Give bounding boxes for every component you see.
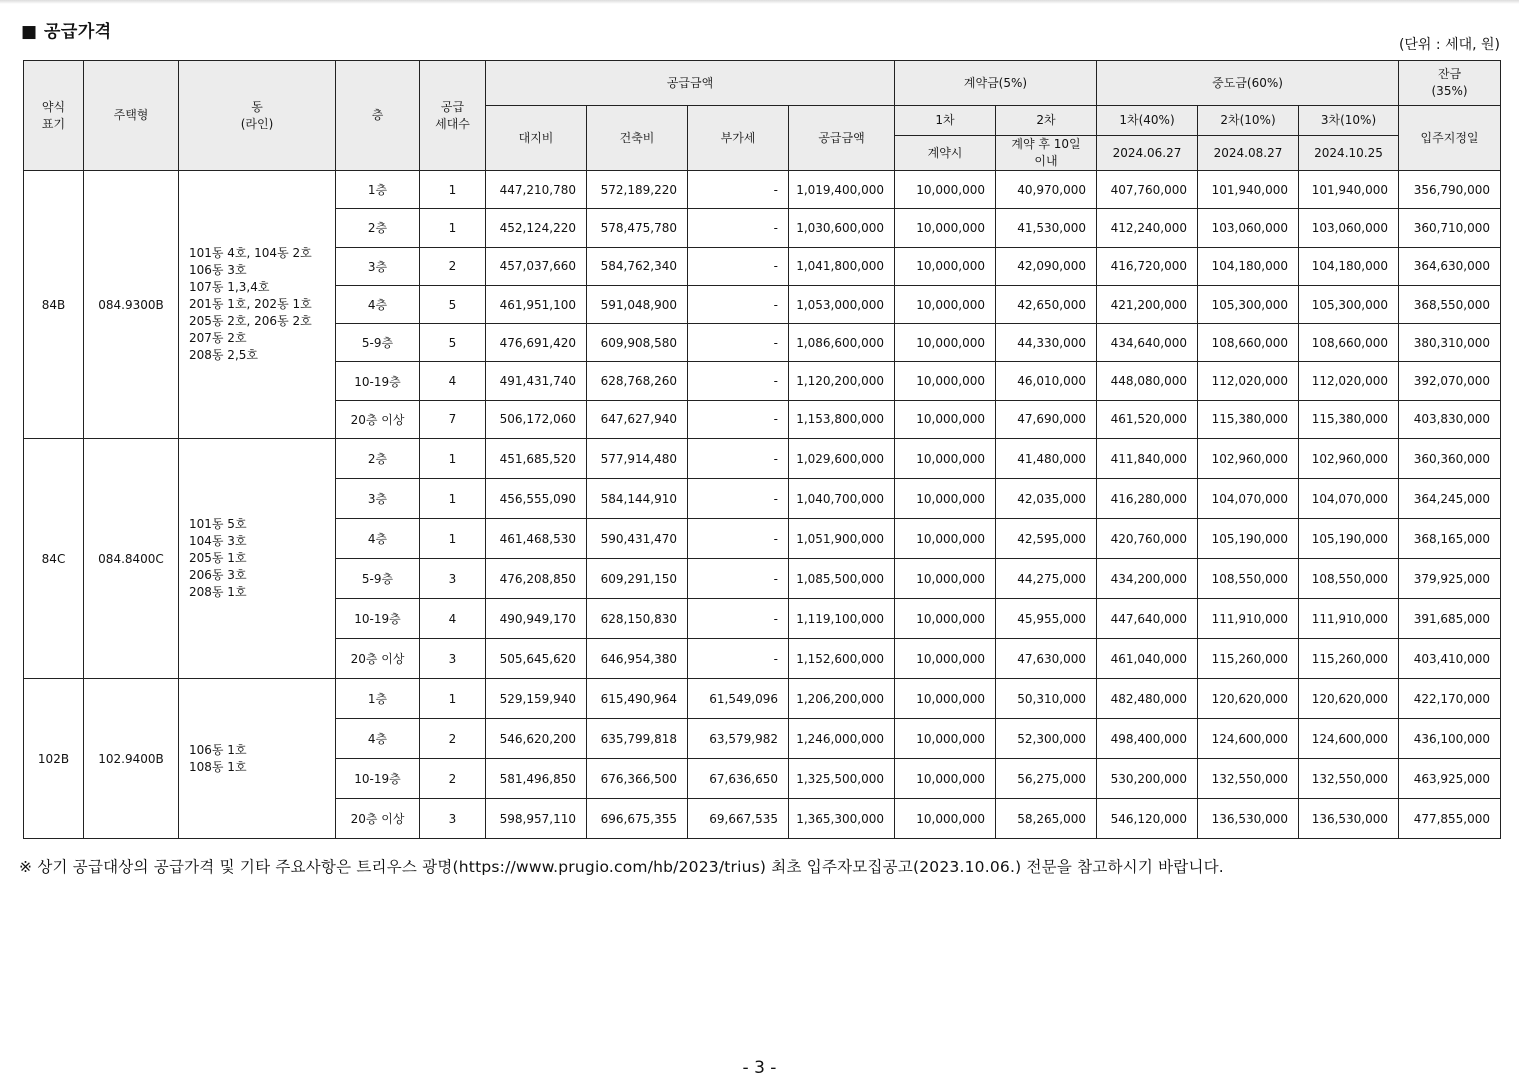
header-type-short: 약식 표기 [24, 61, 84, 171]
floor-cell: 4층 [336, 719, 420, 759]
deposit-2-cell: 47,630,000 [996, 639, 1097, 679]
interim-1-cell: 482,480,000 [1097, 679, 1198, 719]
construction-cell: 572,189,220 [587, 171, 688, 209]
deposit-2-cell: 58,265,000 [996, 799, 1097, 839]
vat-cell: - [688, 362, 789, 400]
housing-type-cell: 102.9400B [84, 679, 179, 839]
header-deposit-2: 2차 [996, 106, 1097, 136]
deposit-1-cell: 10,000,000 [895, 639, 996, 679]
interim-3-cell: 132,550,000 [1299, 759, 1399, 799]
construction-cell: 628,768,260 [587, 362, 688, 400]
land-cell: 461,468,530 [486, 519, 587, 559]
deposit-2-cell: 47,690,000 [996, 400, 1097, 438]
floor-cell: 3층 [336, 479, 420, 519]
header-construction: 건축비 [587, 106, 688, 171]
interim-1-cell: 434,200,000 [1097, 559, 1198, 599]
table-header [24, 61, 1501, 171]
vat-cell: 61,549,096 [688, 679, 789, 719]
interim-2-cell: 115,380,000 [1198, 400, 1299, 438]
interim-3-cell: 112,020,000 [1299, 362, 1399, 400]
building-line: 207동 2호 [189, 331, 247, 346]
land-cell: 505,645,620 [486, 639, 587, 679]
interim-3-cell: 108,660,000 [1299, 324, 1399, 362]
construction-cell: 590,431,470 [587, 519, 688, 559]
building-line: 206동 3호 [189, 568, 247, 583]
balance-cell: 392,070,000 [1399, 362, 1501, 400]
interim-2-cell: 132,550,000 [1198, 759, 1299, 799]
deposit-1-cell: 10,000,000 [895, 209, 996, 247]
header-housing-type: 주택형 [84, 61, 179, 171]
interim-2-cell: 105,300,000 [1198, 285, 1299, 323]
vat-cell: - [688, 247, 789, 285]
floor-cell: 20층 이상 [336, 639, 420, 679]
interim-2-cell: 104,180,000 [1198, 247, 1299, 285]
supply-total-cell: 1,206,200,000 [789, 679, 895, 719]
vat-cell: - [688, 400, 789, 438]
units-cell: 3 [420, 559, 486, 599]
balance-cell: 403,410,000 [1399, 639, 1501, 679]
header-floor: 층 [336, 61, 420, 171]
header-deposit-1: 1차 [895, 106, 996, 136]
interim-3-cell: 104,180,000 [1299, 247, 1399, 285]
land-cell: 529,159,940 [486, 679, 587, 719]
supply-total-cell: 1,153,800,000 [789, 400, 895, 438]
header-balance-when: 입주지정일 [1399, 106, 1501, 171]
supply-total-cell: 1,119,100,000 [789, 599, 895, 639]
floor-cell: 2층 [336, 209, 420, 247]
vat-cell: 67,636,650 [688, 759, 789, 799]
floor-cell: 4층 [336, 285, 420, 323]
units-cell: 2 [420, 759, 486, 799]
land-cell: 447,210,780 [486, 171, 587, 209]
vat-cell: 69,667,535 [688, 799, 789, 839]
deposit-1-cell: 10,000,000 [895, 400, 996, 438]
construction-cell: 615,490,964 [587, 679, 688, 719]
construction-cell: 584,762,340 [587, 247, 688, 285]
interim-2-cell: 104,070,000 [1198, 479, 1299, 519]
deposit-1-cell: 10,000,000 [895, 799, 996, 839]
construction-cell: 647,627,940 [587, 400, 688, 438]
floor-cell: 4층 [336, 519, 420, 559]
supply-total-cell: 1,030,600,000 [789, 209, 895, 247]
units-cell: 5 [420, 285, 486, 323]
vat-cell: - [688, 479, 789, 519]
deposit-1-cell: 10,000,000 [895, 719, 996, 759]
type-short-cell: 84B [24, 171, 84, 439]
interim-1-cell: 412,240,000 [1097, 209, 1198, 247]
header-interim-2: 2차(10%) [1198, 106, 1299, 136]
table-row [24, 439, 1501, 479]
vat-cell: - [688, 285, 789, 323]
interim-3-cell: 104,070,000 [1299, 479, 1399, 519]
floor-cell: 5-9층 [336, 559, 420, 599]
vat-cell: - [688, 599, 789, 639]
deposit-1-cell: 10,000,000 [895, 559, 996, 599]
table-row [24, 171, 1501, 209]
building-line: 108동 1호 [189, 759, 247, 774]
footnote: ※ 상기 공급대상의 공급가격 및 기타 주요사항은 트리우스 광명(https://www.prugio.com/hb/2023/trius) 최초 입주자모집공고(2023.10.06.) 전문을 참고하시기 바랍니다. [19, 858, 1224, 876]
units-cell: 7 [420, 400, 486, 438]
header-supply-total: 공급금액 [789, 106, 895, 171]
header-building: 동 (라인) [179, 61, 336, 171]
land-cell: 506,172,060 [486, 400, 587, 438]
units-cell: 4 [420, 599, 486, 639]
deposit-1-cell: 10,000,000 [895, 171, 996, 209]
interim-3-cell: 111,910,000 [1299, 599, 1399, 639]
land-cell: 490,949,170 [486, 599, 587, 639]
interim-3-cell: 102,960,000 [1299, 439, 1399, 479]
supply-total-cell: 1,085,500,000 [789, 559, 895, 599]
deposit-2-cell: 50,310,000 [996, 679, 1097, 719]
building-line: 106동 1호 [189, 742, 247, 757]
type-short-cell: 84C [24, 439, 84, 679]
deposit-1-cell: 10,000,000 [895, 439, 996, 479]
land-cell: 476,691,420 [486, 324, 587, 362]
units-cell: 2 [420, 719, 486, 759]
interim-1-cell: 447,640,000 [1097, 599, 1198, 639]
floor-cell: 10-19층 [336, 759, 420, 799]
vat-cell: - [688, 324, 789, 362]
interim-3-cell: 115,260,000 [1299, 639, 1399, 679]
interim-1-cell: 461,040,000 [1097, 639, 1198, 679]
land-cell: 461,951,100 [486, 285, 587, 323]
interim-3-cell: 108,550,000 [1299, 559, 1399, 599]
type-short-cell: 102B [24, 679, 84, 839]
supply-total-cell: 1,120,200,000 [789, 362, 895, 400]
units-cell: 3 [420, 639, 486, 679]
building-line: 106동 3호 [189, 263, 247, 278]
unit-note: (단위 : 세대, 원) [1398, 37, 1500, 53]
building-line: 208동 2,5호 [189, 348, 258, 363]
group-84b [24, 171, 1501, 439]
interim-3-cell: 103,060,000 [1299, 209, 1399, 247]
header-interim-1-date: 2024.06.27 [1097, 136, 1198, 171]
header-deposit-1-when: 계약시 [895, 136, 996, 171]
deposit-1-cell: 10,000,000 [895, 362, 996, 400]
deposit-2-cell: 44,275,000 [996, 559, 1097, 599]
building-line: 101동 5호 [189, 517, 247, 532]
units-cell: 1 [420, 209, 486, 247]
balance-cell: 356,790,000 [1399, 171, 1501, 209]
interim-3-cell: 105,300,000 [1299, 285, 1399, 323]
supply-total-cell: 1,029,600,000 [789, 439, 895, 479]
units-cell: 4 [420, 362, 486, 400]
deposit-1-cell: 10,000,000 [895, 599, 996, 639]
vat-cell: - [688, 559, 789, 599]
balance-cell: 403,830,000 [1399, 400, 1501, 438]
floor-cell: 1층 [336, 679, 420, 719]
deposit-2-cell: 45,955,000 [996, 599, 1097, 639]
supply-total-cell: 1,051,900,000 [789, 519, 895, 559]
building-line: 104동 3호 [189, 534, 247, 549]
supply-total-cell: 1,040,700,000 [789, 479, 895, 519]
building-cell [179, 171, 336, 439]
balance-cell: 360,710,000 [1399, 209, 1501, 247]
balance-cell: 391,685,000 [1399, 599, 1501, 639]
building-cell [179, 439, 336, 679]
deposit-2-cell: 56,275,000 [996, 759, 1097, 799]
interim-2-cell: 108,550,000 [1198, 559, 1299, 599]
deposit-1-cell: 10,000,000 [895, 324, 996, 362]
interim-2-cell: 112,020,000 [1198, 362, 1299, 400]
interim-2-cell: 108,660,000 [1198, 324, 1299, 362]
header-interim-3-date: 2024.10.25 [1299, 136, 1399, 171]
deposit-1-cell: 10,000,000 [895, 285, 996, 323]
land-cell: 452,124,220 [486, 209, 587, 247]
balance-cell: 422,170,000 [1399, 679, 1501, 719]
interim-3-cell: 124,600,000 [1299, 719, 1399, 759]
header-deposit-group: 계약금(5%) [895, 61, 1097, 106]
deposit-2-cell: 42,595,000 [996, 519, 1097, 559]
supply-total-cell: 1,365,300,000 [789, 799, 895, 839]
deposit-2-cell: 42,090,000 [996, 247, 1097, 285]
vat-cell: - [688, 171, 789, 209]
interim-2-cell: 120,620,000 [1198, 679, 1299, 719]
section-title: ■ 공급가격 [21, 22, 112, 42]
building-line: 205동 2호, 206동 2호 [189, 314, 312, 329]
balance-cell: 436,100,000 [1399, 719, 1501, 759]
interim-1-cell: 530,200,000 [1097, 759, 1198, 799]
supply-total-cell: 1,152,600,000 [789, 639, 895, 679]
interim-1-cell: 498,400,000 [1097, 719, 1198, 759]
vat-cell: - [688, 639, 789, 679]
floor-cell: 20층 이상 [336, 799, 420, 839]
deposit-2-cell: 44,330,000 [996, 324, 1097, 362]
header-interim-group: 중도금(60%) [1097, 61, 1399, 106]
building-line: 201동 1호, 202동 1호 [189, 297, 312, 312]
supply-total-cell: 1,325,500,000 [789, 759, 895, 799]
header-units: 공급 세대수 [420, 61, 486, 171]
deposit-2-cell: 41,480,000 [996, 439, 1097, 479]
land-cell: 476,208,850 [486, 559, 587, 599]
building-cell [179, 679, 336, 839]
floor-cell: 10-19층 [336, 362, 420, 400]
construction-cell: 676,366,500 [587, 759, 688, 799]
deposit-1-cell: 10,000,000 [895, 479, 996, 519]
interim-1-cell: 411,840,000 [1097, 439, 1198, 479]
interim-1-cell: 434,640,000 [1097, 324, 1198, 362]
construction-cell: 584,144,910 [587, 479, 688, 519]
floor-cell: 1층 [336, 171, 420, 209]
header-interim-1: 1차(40%) [1097, 106, 1198, 136]
vat-cell: 63,579,982 [688, 719, 789, 759]
construction-cell: 591,048,900 [587, 285, 688, 323]
balance-cell: 368,165,000 [1399, 519, 1501, 559]
interim-1-cell: 416,280,000 [1097, 479, 1198, 519]
interim-2-cell: 136,530,000 [1198, 799, 1299, 839]
interim-1-cell: 407,760,000 [1097, 171, 1198, 209]
interim-1-cell: 461,520,000 [1097, 400, 1198, 438]
group-84c [24, 439, 1501, 679]
interim-2-cell: 102,960,000 [1198, 439, 1299, 479]
land-cell: 451,685,520 [486, 439, 587, 479]
deposit-2-cell: 40,970,000 [996, 171, 1097, 209]
construction-cell: 577,914,480 [587, 439, 688, 479]
interim-2-cell: 105,190,000 [1198, 519, 1299, 559]
units-cell: 3 [420, 799, 486, 839]
interim-1-cell: 546,120,000 [1097, 799, 1198, 839]
deposit-2-cell: 41,530,000 [996, 209, 1097, 247]
floor-cell: 20층 이상 [336, 400, 420, 438]
building-line: 208동 1호 [189, 585, 247, 600]
construction-cell: 609,908,580 [587, 324, 688, 362]
interim-2-cell: 124,600,000 [1198, 719, 1299, 759]
interim-1-cell: 416,720,000 [1097, 247, 1198, 285]
interim-3-cell: 105,190,000 [1299, 519, 1399, 559]
housing-type-cell: 084.9300B [84, 171, 179, 439]
construction-cell: 635,799,818 [587, 719, 688, 759]
supply-total-cell: 1,086,600,000 [789, 324, 895, 362]
interim-3-cell: 101,940,000 [1299, 171, 1399, 209]
interim-3-cell: 136,530,000 [1299, 799, 1399, 839]
balance-cell: 368,550,000 [1399, 285, 1501, 323]
balance-cell: 379,925,000 [1399, 559, 1501, 599]
header-vat: 부가세 [688, 106, 789, 171]
supply-total-cell: 1,053,000,000 [789, 285, 895, 323]
supply-total-cell: 1,246,000,000 [789, 719, 895, 759]
land-cell: 581,496,850 [486, 759, 587, 799]
deposit-1-cell: 10,000,000 [895, 759, 996, 799]
floor-cell: 10-19층 [336, 599, 420, 639]
balance-cell: 364,630,000 [1399, 247, 1501, 285]
building-line: 101동 4호, 104동 2호 [189, 246, 312, 261]
header-balance-group: 잔금 (35%) [1399, 61, 1501, 106]
land-cell: 546,620,200 [486, 719, 587, 759]
interim-2-cell: 101,940,000 [1198, 171, 1299, 209]
construction-cell: 578,475,780 [587, 209, 688, 247]
interim-2-cell: 103,060,000 [1198, 209, 1299, 247]
units-cell: 2 [420, 247, 486, 285]
interim-1-cell: 421,200,000 [1097, 285, 1198, 323]
top-shade [0, 0, 1519, 4]
construction-cell: 628,150,830 [587, 599, 688, 639]
supply-total-cell: 1,019,400,000 [789, 171, 895, 209]
balance-cell: 380,310,000 [1399, 324, 1501, 362]
land-cell: 598,957,110 [486, 799, 587, 839]
table-row [24, 679, 1501, 719]
building-line: 205동 1호 [189, 551, 247, 566]
interim-2-cell: 115,260,000 [1198, 639, 1299, 679]
balance-cell: 364,245,000 [1399, 479, 1501, 519]
interim-3-cell: 120,620,000 [1299, 679, 1399, 719]
supply-total-cell: 1,041,800,000 [789, 247, 895, 285]
interim-2-cell: 111,910,000 [1198, 599, 1299, 639]
land-cell: 491,431,740 [486, 362, 587, 400]
floor-cell: 3층 [336, 247, 420, 285]
units-cell: 1 [420, 479, 486, 519]
header-land: 대지비 [486, 106, 587, 171]
floor-cell: 5-9층 [336, 324, 420, 362]
deposit-2-cell: 42,035,000 [996, 479, 1097, 519]
interim-3-cell: 115,380,000 [1299, 400, 1399, 438]
units-cell: 1 [420, 171, 486, 209]
floor-cell: 2층 [336, 439, 420, 479]
land-cell: 456,555,090 [486, 479, 587, 519]
deposit-2-cell: 42,650,000 [996, 285, 1097, 323]
units-cell: 1 [420, 519, 486, 559]
balance-cell: 360,360,000 [1399, 439, 1501, 479]
construction-cell: 609,291,150 [587, 559, 688, 599]
page-number: - 3 - [742, 1058, 777, 1078]
balance-cell: 477,855,000 [1399, 799, 1501, 839]
construction-cell: 696,675,355 [587, 799, 688, 839]
interim-1-cell: 420,760,000 [1097, 519, 1198, 559]
deposit-1-cell: 10,000,000 [895, 247, 996, 285]
group-102b [24, 679, 1501, 839]
construction-cell: 646,954,380 [587, 639, 688, 679]
deposit-2-cell: 52,300,000 [996, 719, 1097, 759]
housing-type-cell: 084.8400C [84, 439, 179, 679]
header-supply-amount-group: 공급금액 [486, 61, 895, 106]
deposit-1-cell: 10,000,000 [895, 519, 996, 559]
interim-1-cell: 448,080,000 [1097, 362, 1198, 400]
vat-cell: - [688, 439, 789, 479]
deposit-1-cell: 10,000,000 [895, 679, 996, 719]
land-cell: 457,037,660 [486, 247, 587, 285]
building-line: 107동 1,3,4호 [189, 280, 270, 295]
vat-cell: - [688, 209, 789, 247]
deposit-2-cell: 46,010,000 [996, 362, 1097, 400]
header-interim-2-date: 2024.08.27 [1198, 136, 1299, 171]
header-interim-3: 3차(10%) [1299, 106, 1399, 136]
balance-cell: 463,925,000 [1399, 759, 1501, 799]
units-cell: 1 [420, 439, 486, 479]
units-cell: 5 [420, 324, 486, 362]
units-cell: 1 [420, 679, 486, 719]
header-deposit-2-when: 계약 후 10일 이내 [996, 136, 1097, 171]
supply-price-table [23, 60, 1501, 839]
vat-cell: - [688, 519, 789, 559]
